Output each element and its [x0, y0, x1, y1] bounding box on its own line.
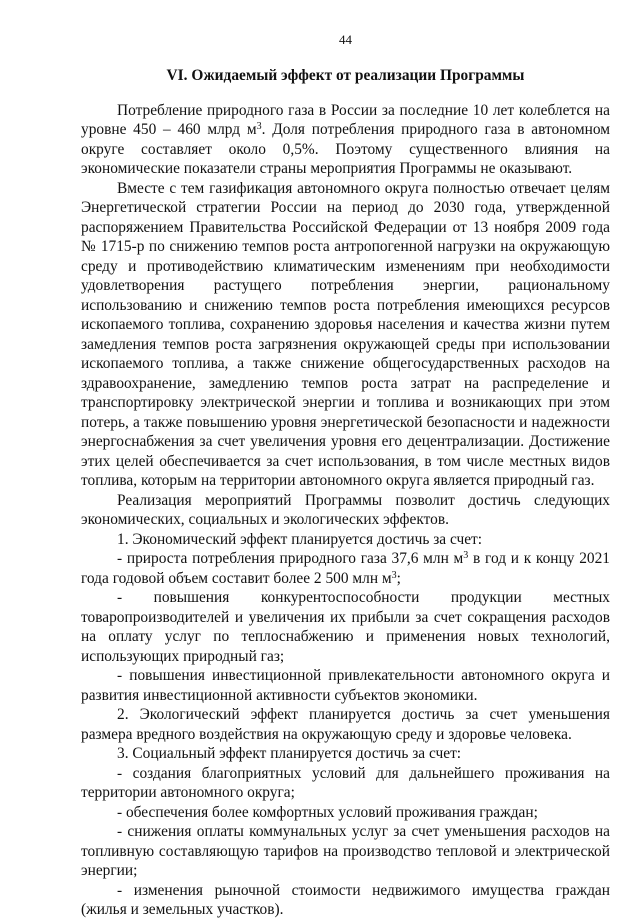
paragraph-economic-effect: 1. Экономический эффект планируется достичь за счет: [117, 530, 483, 548]
list-item-comfort: - обеспечения более комфортных условий проживания граждан; [117, 803, 538, 821]
list-item-utility-costs: - снижения оплаты коммунальных услуг за счет уменьшения расходов на топливную составляющую тарифов на производство тепловой и электрической энергии; [81, 823, 610, 879]
p1-text-before: Потребление природного газа в России за последние 10 лет колеблется на уровне 450 – 460 млрд м [81, 101, 610, 138]
list-item-investment: - повышения инвестиционной привлекательности автономного округа и развития инвестиционной активности субъектов экономики. [81, 667, 610, 704]
p1-superscript: 3 [256, 121, 262, 132]
list-item-competitiveness: - повышения конкурентоспособности продукции местных товаропроизводителей и увеличения их прибыли за счет сокращения расходов на оплату услуг по теплоснабжению и применения новых технологий, использующих природный газ; [81, 589, 610, 665]
list-item-property-value: - изменения рыночной стоимости недвижимого имущества граждан (жилья и земельных участков). [81, 881, 610, 918]
paragraph-energy-strategy: Вместе с тем газификация автономного округа полностью отвечает целям Энергетической стратегии России на период до 2030 года, утвержденной распоряжением Правительства Российской Федерации от 13 ноября 2009 года № 1715-р по снижению темпов роста антропогенной нагрузки на окружающую среду и противодействию климатическим изменениям при необходимости удовлетворения растущего потребления энергии, рациональному использованию и снижению темпов роста потребления имеющихся ресурсов ископаемого топлива, сохранению здоровья населения и качества жизни путем замедления темпов роста загрязнения окружающей среды при использовании ископаемого топлива, а также снижение общегосударственных расходов на здравоохранение, замедлению темпов роста затрат на распределение и транспортировку электрической энергии и топлива и возникающих при этом потерь, а также повышению уровня энергетической безопасности и надежности энергоснабжения за счет увеличения уровня его децентрализации. Достижение этих целей обеспечивается за счет использования, в том числе местных видов топлива, которым на территории автономного округа является природный газ. [81, 179, 610, 489]
list-item-gas-growth [81, 549, 610, 588]
paragraph-gas-consumption [81, 101, 610, 179]
section-heading: VI. Ожидаемый эффект от реализации Программы [166, 67, 525, 84]
paragraph-social-effect: 3. Социальный эффект планируется достичь за счет: [117, 745, 462, 762]
list-item-living-conditions: - создания благоприятных условий для дальнейшего проживания на территории автономного округа; [81, 764, 610, 801]
p5-text-middle: в год и к концу 2021 года годовой объем составит более 2 500 млн м [81, 550, 610, 587]
paragraph-ecological-effect: 2. Экологический эффект планируется достичь за счет уменьшения размера вредного воздействия на окружающую среду и здоровье человека. [81, 706, 610, 743]
page-number: 44 [339, 32, 352, 47]
p5-text-before: - прироста потребления природного газа 37,6 млн м [117, 550, 464, 567]
p5-superscript-2: 3 [391, 569, 397, 581]
p5-text-after: ; [396, 569, 401, 587]
paragraph-effects-intro: Реализация мероприятий Программы позволит достичь следующих экономических, социальных и экологических эффектов. [81, 491, 610, 528]
p1-text-after: . Доля потребления природного газа в автономном округе составляет около 0,5%. Поэтому существенного влияния на экономические показатели страны мероприятия Программы не оказывают. [81, 121, 610, 177]
p5-superscript-1: 3 [463, 550, 469, 561]
